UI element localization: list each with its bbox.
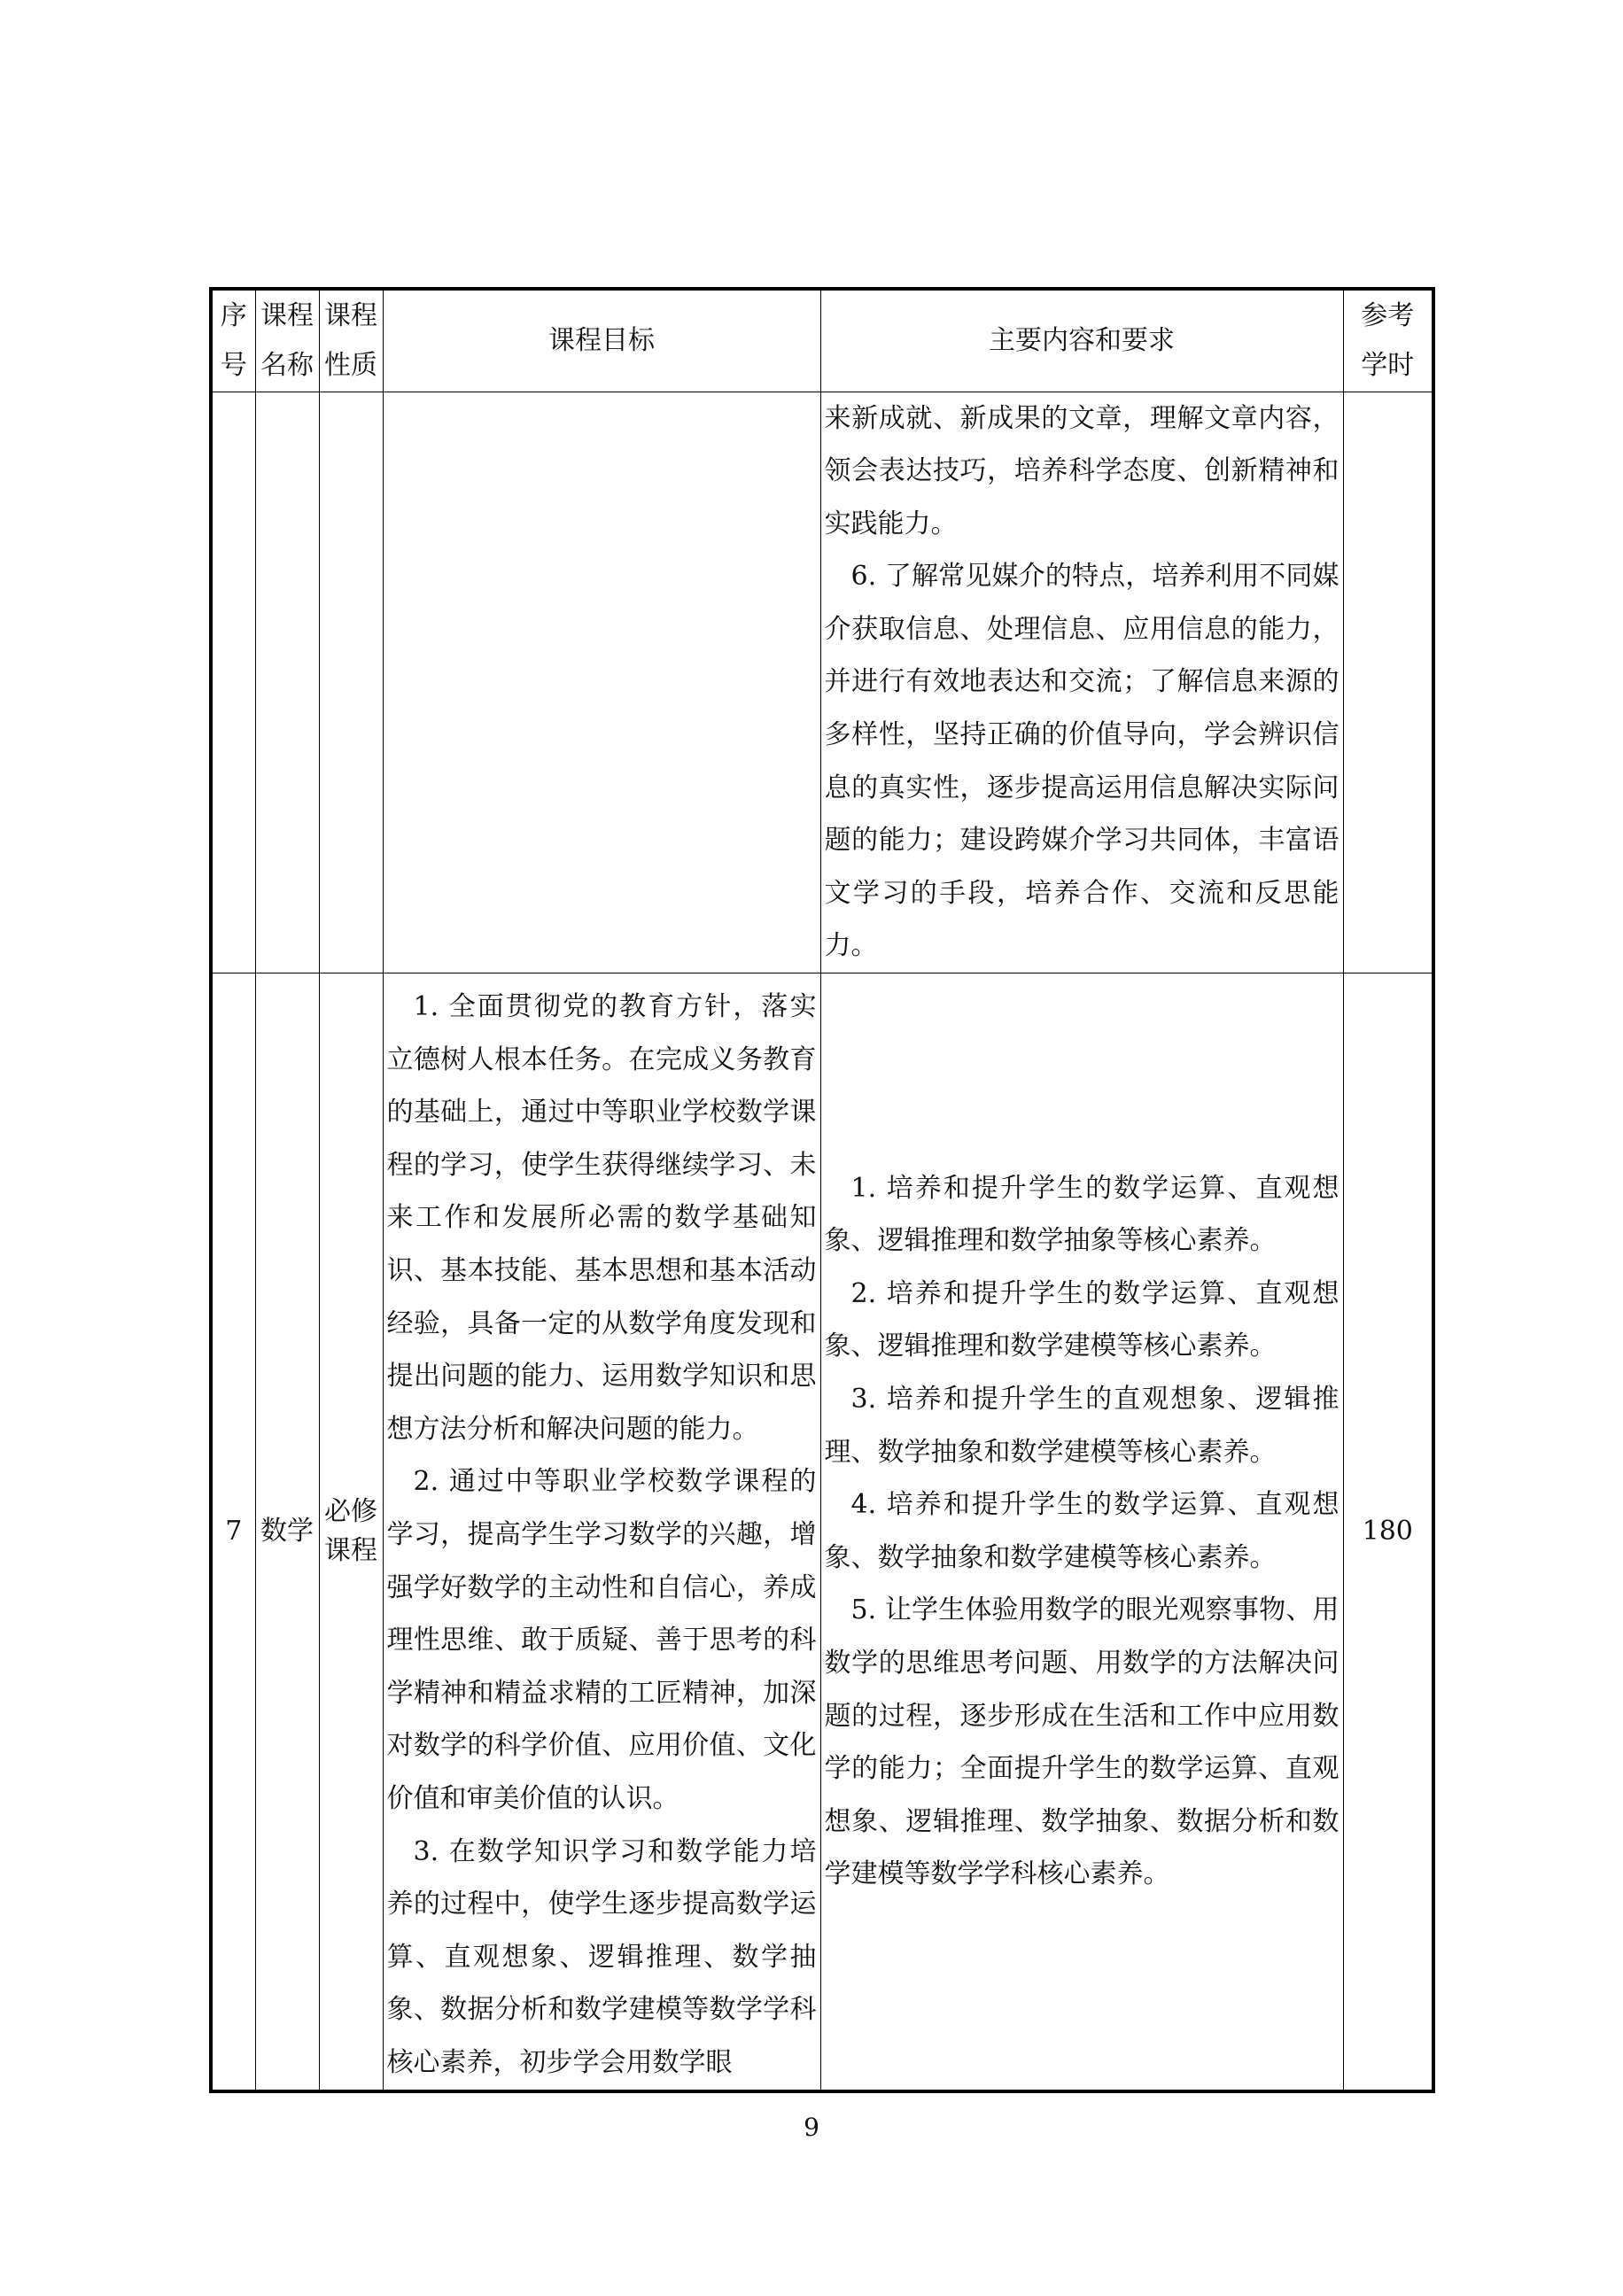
header-seq: 序 号	[211, 289, 255, 392]
content-paragraph: 3. 培养和提升学生的直观想象、逻辑推理、数学抽象和数学建模等核心素养。	[824, 1383, 1340, 1468]
page-number: 9	[804, 2113, 819, 2142]
cell-course-name: 数学	[255, 973, 319, 2091]
header-course-nature: 课程 性质	[319, 289, 383, 392]
content-paragraph: 2. 培养和提升学生的数学运算、直观想象、逻辑推理和数学建模等核心素养。	[824, 1277, 1340, 1362]
content-paragraph: 来新成就、新成果的文章，理解文章内容，领会表达技巧，培养科学态度、创新精神和实践能力。	[824, 402, 1340, 539]
course-table	[209, 287, 1435, 2093]
goal-paragraph: 3. 在数学知识学习和数学能力培养的过程中，使学生逐步提高数学运算、直观想象、逻辑推理、数学抽象、数据分析和数学建模等数学学科核心素养，初步学会用数学眼	[386, 1835, 817, 2078]
course-table-sheet	[209, 287, 1432, 2093]
cell-nature-empty	[319, 392, 383, 973]
cell-course-goal	[383, 973, 820, 2091]
table-row-continued	[211, 392, 1433, 973]
goal-paragraph: 2. 通过中等职业学校数学课程的学习，提高学生学习数学的兴趣，增强学好数学的主动性和自信心，养成理性思维、敢于质疑、善于思考的科学精神和精益求精的工匠精神，加深对数学的科学价值、应用价值、文化价值和审美价值的认识。	[386, 1466, 817, 1814]
table-row-math	[211, 973, 1433, 2091]
content-paragraph: 4. 培养和提升学生的数学运算、直观想象、数学抽象和数学建模等核心素养。	[824, 1489, 1340, 1573]
content-paragraph: 5. 让学生体验用数学的眼光观察事物、用数学的思维思考问题、用数学的方法解决问题的过程，逐步形成在生活和工作中应用数学的能力；全面提升学生的数学运算、直观想象、逻辑推理、数学抽象、数据分析和数学建模等数学学科核心素养。	[824, 1594, 1340, 1890]
header-reference-hours: 参考 学时	[1343, 289, 1433, 392]
cell-name-empty	[255, 392, 319, 973]
cell-hours-empty	[1343, 392, 1433, 973]
content-paragraph: 6. 了解常见媒介的特点，培养利用不同媒介获取信息、处理信息、应用信息的能力，并进行有效地表达和交流；了解信息来源的多样性，坚持正确的价值导向，学会辨识信息的真实性，逐步提高运用信息解决实际问题的能力；建设跨媒介学习共同体，丰富语文学习的手段，培养合作、交流和反思能力。	[824, 561, 1340, 962]
cell-content-continued	[820, 392, 1343, 973]
header-row	[211, 289, 1433, 392]
cell-content-requirements	[820, 973, 1343, 2091]
goal-paragraph: 1. 全面贯彻党的教育方针，落实立德树人根本任务。在完成义务教育的基础上，通过中等职业学校数学课程的学习，使学生获得继续学习、未来工作和发展所必需的数学基础知识、基本技能、基本思想和基本活动经验，具备一定的从数学角度发现和提出问题的能力、运用数学知识和思想方法分析和解决问题的能力。	[386, 991, 817, 1445]
cell-goal-empty	[383, 392, 820, 973]
cell-seq-empty	[211, 392, 255, 973]
cell-reference-hours: 180	[1343, 973, 1433, 2091]
header-course-name: 课程 名称	[255, 289, 319, 392]
header-course-goal: 课程目标	[383, 289, 820, 392]
content-paragraph: 1. 培养和提升学生的数学运算、直观想象、逻辑推理和数学抽象等核心素养。	[824, 1172, 1340, 1257]
header-content-requirements: 主要内容和要求	[820, 289, 1343, 392]
cell-course-nature: 必修 课程	[319, 973, 383, 2091]
cell-seq: 7	[211, 973, 255, 2091]
